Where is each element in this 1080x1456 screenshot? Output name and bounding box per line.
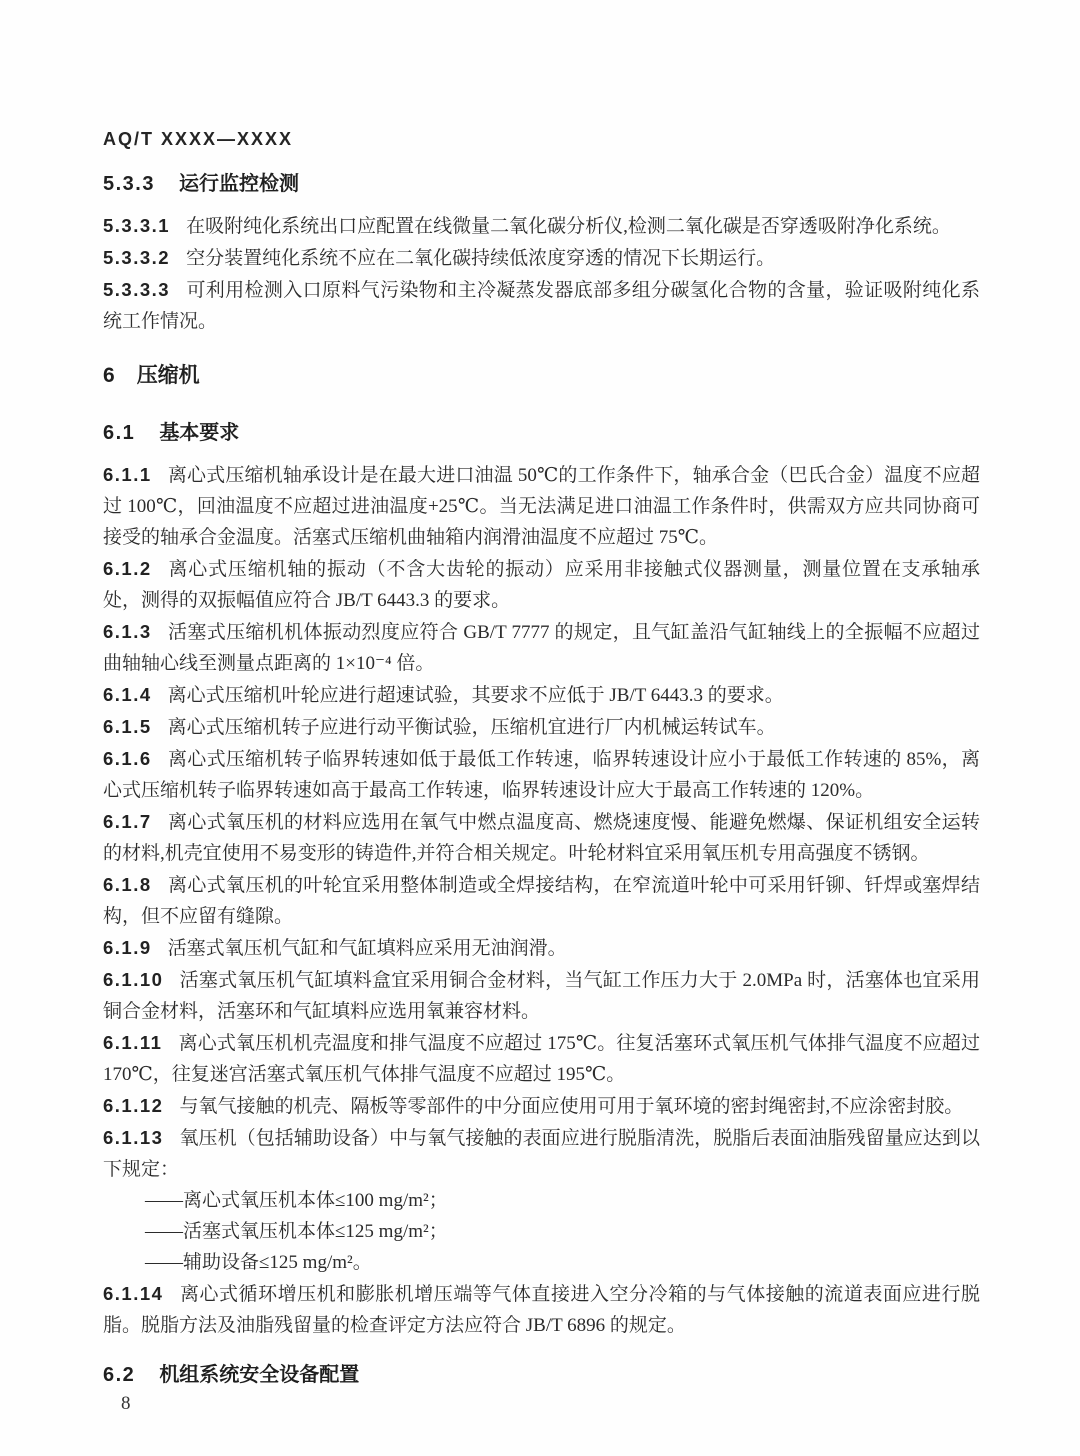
clause-number: 6.1.8 (103, 874, 152, 895)
clause-number: 5.3.3.1 (103, 215, 171, 236)
clause-text: 离心式氧压机的叶轮宜采用整体制造或全焊接结构，在窄流道叶轮中可采用钎铆、钎焊或塞焊结构，但不应留有缝隙。 (103, 875, 980, 927)
clause-number: 6.1 (103, 422, 136, 444)
clause-number: 6.1.3 (103, 621, 152, 642)
clause (103, 932, 980, 964)
clause-number: 6.1.7 (103, 811, 152, 832)
clause-number: 6.1.12 (103, 1095, 164, 1116)
clause-text: 空分装置纯化系统不应在二氧化碳持续低浓度穿透的情况下长期运行。 (186, 248, 776, 269)
clause-text: 离心式压缩机转子临界转速如低于最低工作转速，临界转速设计应小于最低工作转速的 85%，离心式压缩机转子临界转速如高于最高工作转速，临界转速设计应大于最高工作转速的 120%。 (103, 749, 980, 801)
clause (103, 679, 980, 711)
clause-number: 6.1.9 (103, 937, 152, 958)
clause-text: 离心式压缩机转子应进行动平衡试验，压缩机宜进行厂内机械运转试车。 (167, 717, 776, 738)
document-body (103, 170, 980, 1389)
clause (103, 616, 980, 679)
clause (103, 964, 980, 1027)
clause-number: 6.1.6 (103, 748, 152, 769)
clause-heading (103, 170, 980, 198)
standard-number-header: AQ/T XXXX—XXXX (103, 129, 294, 149)
clause (103, 1027, 980, 1090)
clause-number: 5.3.3.3 (103, 279, 171, 300)
clause (103, 1278, 980, 1341)
clause-text: 离心式压缩机叶轮应进行超速试验，其要求不应低于 JB/T 6443.3 的要求。 (167, 685, 784, 706)
clause-text: 离心式压缩机轴承设计是在最大进口油温 50℃的工作条件下，轴承合金（巴氏合金）温度不应超过 100℃，回油温度不应超过进油温度+25℃。当无法满足进口油温工作条件时，供需双方应共同协商可接受的轴承合金温度。活塞式压缩机曲轴箱内润滑油温度不应超过 75℃。 (103, 465, 980, 548)
clause-number: 6.1.13 (103, 1127, 164, 1148)
clause (103, 806, 980, 869)
clause-number: 6.1.1 (103, 464, 152, 485)
clause-text: 活塞式氧压机气缸填料盒宜采用铜合金材料，当气缸工作压力大于 2.0MPa 时，活塞体也宜采用铜合金材料，活塞环和气缸填料应选用氧兼容材料。 (103, 970, 980, 1022)
clause (103, 711, 980, 743)
clause-text: 离心式氧压机的材料应选用在氧气中燃点温度高、燃烧速度慢、能避免燃爆、保证机组安全运转的材料,机壳宜使用不易变形的铸造件,并符合相关规定。叶轮材料宜采用氧压机专用高强度不锈钢。 (103, 812, 980, 864)
clause-text: ——活塞式氧压机本体≤125 mg/m²； (145, 1221, 448, 1242)
heading-title: 运行监控检测 (178, 173, 299, 195)
clause (103, 242, 980, 274)
chapter-heading (103, 361, 980, 391)
clause-number: 6 (103, 364, 115, 387)
clause (103, 553, 980, 616)
clause-text: 离心式氧压机机壳温度和排气温度不应超过 175℃。往复活塞环式氧压机气体排气温度不应超过 170℃，往复迷宫活塞式氧压机气体排气温度不应超过 195℃。 (103, 1033, 980, 1085)
clause-text: 离心式压缩机轴的振动（不含大齿轮的振动）应采用非接触式仪器测量，测量位置在支承轴承处，测得的双振幅值应符合 JB/T 6443.3 的要求。 (103, 559, 980, 611)
heading-title: 机组系统安全设备配置 (159, 1364, 360, 1386)
clause-number: 6.2 (103, 1364, 136, 1386)
clause-text: 与氧气接触的机壳、隔板等零部件的中分面应使用可用于氧环境的密封绳密封,不应涂密封胶。 (179, 1096, 964, 1117)
clause-text: 活塞式压缩机机体振动烈度应符合 GB/T 7777 的规定，且气缸盖沿气缸轴线上的全振幅不应超过曲轴轴心线至测量点距离的 1×10⁻⁴ 倍。 (103, 622, 980, 674)
clause-heading (103, 1361, 980, 1389)
clause-text: 离心式循环增压机和膨胀机增压端等气体直接进入空分冷箱的与气体接触的流道表面应进行脱脂。脱脂方法及油脂残留量的检查评定方法应符合 JB/T 6896 的规定。 (103, 1284, 980, 1336)
clause (103, 743, 980, 806)
clause-number: 6.1.5 (103, 716, 152, 737)
list-item (103, 1185, 980, 1216)
heading-title: 压缩机 (136, 364, 200, 387)
clause-text: 氧压机（包括辅助设备）中与氧气接触的表面应进行脱脂清洗，脱脂后表面油脂残留量应达到以下规定： (103, 1128, 980, 1180)
clause-number: 6.1.14 (103, 1283, 164, 1304)
clause (103, 274, 980, 337)
list-item (103, 1216, 980, 1247)
clause (103, 459, 980, 553)
page-number: 8 (121, 1393, 131, 1414)
clause-text: 在吸附纯化系统出口应配置在线微量二氧化碳分析仪,检测二氧化碳是否穿透吸附净化系统。 (186, 216, 951, 237)
clause (103, 1122, 980, 1185)
clause-text: 活塞式氧压机气缸和气缸填料应采用无油润滑。 (167, 938, 567, 959)
clause-text: 可利用检测入口原料气污染物和主冷凝蒸发器底部多组分碳氢化合物的含量，验证吸附纯化系统工作情况。 (103, 280, 980, 332)
clause-number: 5.3.3.2 (103, 247, 171, 268)
list-item (103, 1247, 980, 1278)
clause-number: 5.3.3 (103, 173, 155, 195)
clause-number: 6.1.11 (103, 1032, 163, 1053)
clause-heading (103, 419, 980, 447)
clause-number: 6.1.2 (103, 558, 152, 579)
clause-number: 6.1.4 (103, 684, 152, 705)
clause-number: 6.1.10 (103, 969, 164, 990)
clause (103, 210, 980, 242)
heading-title: 基本要求 (159, 422, 240, 444)
clause (103, 1090, 980, 1122)
clause-text: ——辅助设备≤125 mg/m²。 (145, 1252, 372, 1273)
clause (103, 869, 980, 932)
clause-text: ——离心式氧压机本体≤100 mg/m²； (145, 1190, 448, 1211)
